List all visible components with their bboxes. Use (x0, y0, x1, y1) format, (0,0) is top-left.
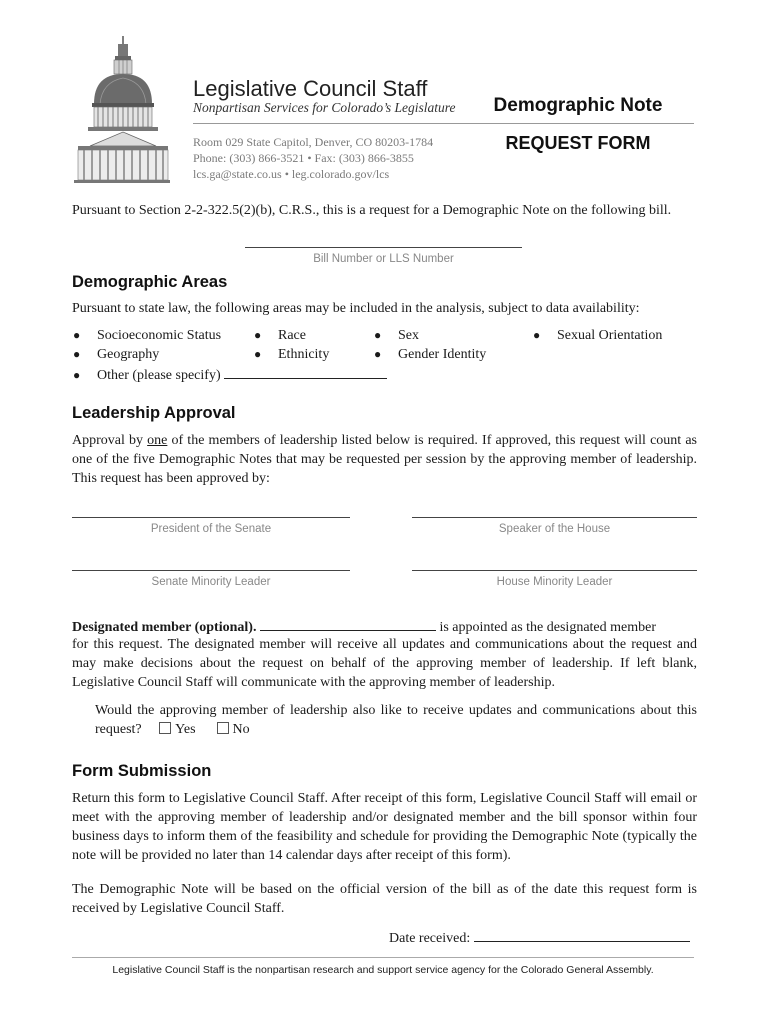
president-signature-line[interactable] (72, 517, 350, 518)
list-item: ● Other (please specify) (73, 364, 387, 385)
submission-paragraph: Return this form to Legislative Council Staff. After receipt of this form, Legislative Council Staff will email or meet with the approving member of leadership and/or designated member and the bill sponsor within four business days to inform them of the feasibility and schedule for providing the Demographic Note (typically the note will be provided no later than 14 calendar days after receipt of this form). (72, 791, 697, 863)
other-specify-field[interactable] (224, 364, 387, 379)
document-title: Demographic Note (493, 95, 663, 116)
speaker-signature-line[interactable] (412, 517, 697, 518)
demographic-areas-heading: Demographic Areas (72, 273, 228, 291)
date-received-row (389, 927, 690, 948)
yes-checkbox[interactable] (159, 722, 171, 734)
intro-text: Pursuant to Section 2-2-322.5(2)(b), C.R.S., this is a request for a Demographic Note on the following bill. (72, 203, 672, 218)
senate-minority-caption: Senate Minority Leader (151, 576, 271, 588)
leadership-approval-text: Approval by one of the members of leadership listed below is required. If approved, this request will count as one of the five Demographic Notes that may be requested per session by the approving member of leadership. This request has been approved by: (72, 433, 697, 486)
phone-fax-line: Phone: (303) 866-3521 • Fax: (303) 866-3855 (193, 151, 414, 165)
designated-member-label: Designated member (optional). (72, 620, 257, 635)
designated-member-line: Designated member (optional). is appointed as the designated member (72, 616, 697, 637)
date-received-field[interactable] (474, 927, 690, 942)
list-item: ● Socioeconomic Status (73, 328, 222, 343)
president-caption: President of the Senate (150, 523, 272, 535)
list-item: ● Ethnicity (254, 347, 330, 362)
official-version-paragraph: The Demographic Note will be based on the official version of the bill as of the date this request form is received by Legislative Council Staff. (72, 882, 697, 916)
footer-text: Legislative Council Staff is the nonpartisan research and support service agency for the Colorado General Assembly. (112, 964, 654, 976)
list-item: ● Sex (374, 328, 419, 343)
list-item: ● Gender Identity (374, 347, 487, 362)
designated-member-text: for this request. The designated member will receive all updates and communications about the request and may make decisions about the request on behalf of the approving member of leadership. If left blank, Legislative Council Staff will communicate with the approving member of leadership. (72, 637, 697, 690)
form-submission-heading: Form Submission (72, 762, 212, 780)
speaker-caption: Speaker of the House (498, 523, 611, 535)
date-received-label: Date received: (389, 931, 471, 946)
org-tagline: Nonpartisan Services for Colorado’s Legislature (193, 100, 456, 115)
list-item: ● Race (254, 328, 306, 343)
address-line: Room 029 State Capitol, Denver, CO 80203-1784 (193, 135, 434, 149)
leadership-approval-heading: Leadership Approval (72, 404, 236, 422)
email-web-line: lcs.ga@state.co.us • leg.colorado.gov/lcs (193, 167, 390, 181)
org-name: Legislative Council Staff (193, 76, 428, 101)
list-item: ● Geography (73, 347, 160, 362)
yes-label: Yes (175, 722, 196, 737)
header-divider (193, 123, 694, 124)
designated-member-field[interactable] (260, 616, 436, 631)
no-checkbox[interactable] (217, 722, 229, 734)
document-subtitle: REQUEST FORM (505, 133, 651, 153)
capitol-dome-logo (70, 34, 170, 184)
demographic-areas-intro: Pursuant to state law, the following areas may be included in the analysis, subject to data availability: (72, 301, 640, 316)
house-minority-signature-line[interactable] (412, 570, 697, 571)
footer-divider (72, 957, 694, 958)
house-minority-caption: House Minority Leader (496, 576, 613, 588)
updates-question: Would the approving member of leadership also like to receive updates and communications about this request? Yes No (95, 703, 697, 737)
bill-number-field[interactable] (245, 247, 522, 248)
list-item: ● Sexual Orientation (533, 328, 663, 343)
senate-minority-signature-line[interactable] (72, 570, 350, 571)
bill-number-caption: Bill Number or LLS Number (313, 253, 454, 265)
no-label: No (232, 722, 250, 737)
